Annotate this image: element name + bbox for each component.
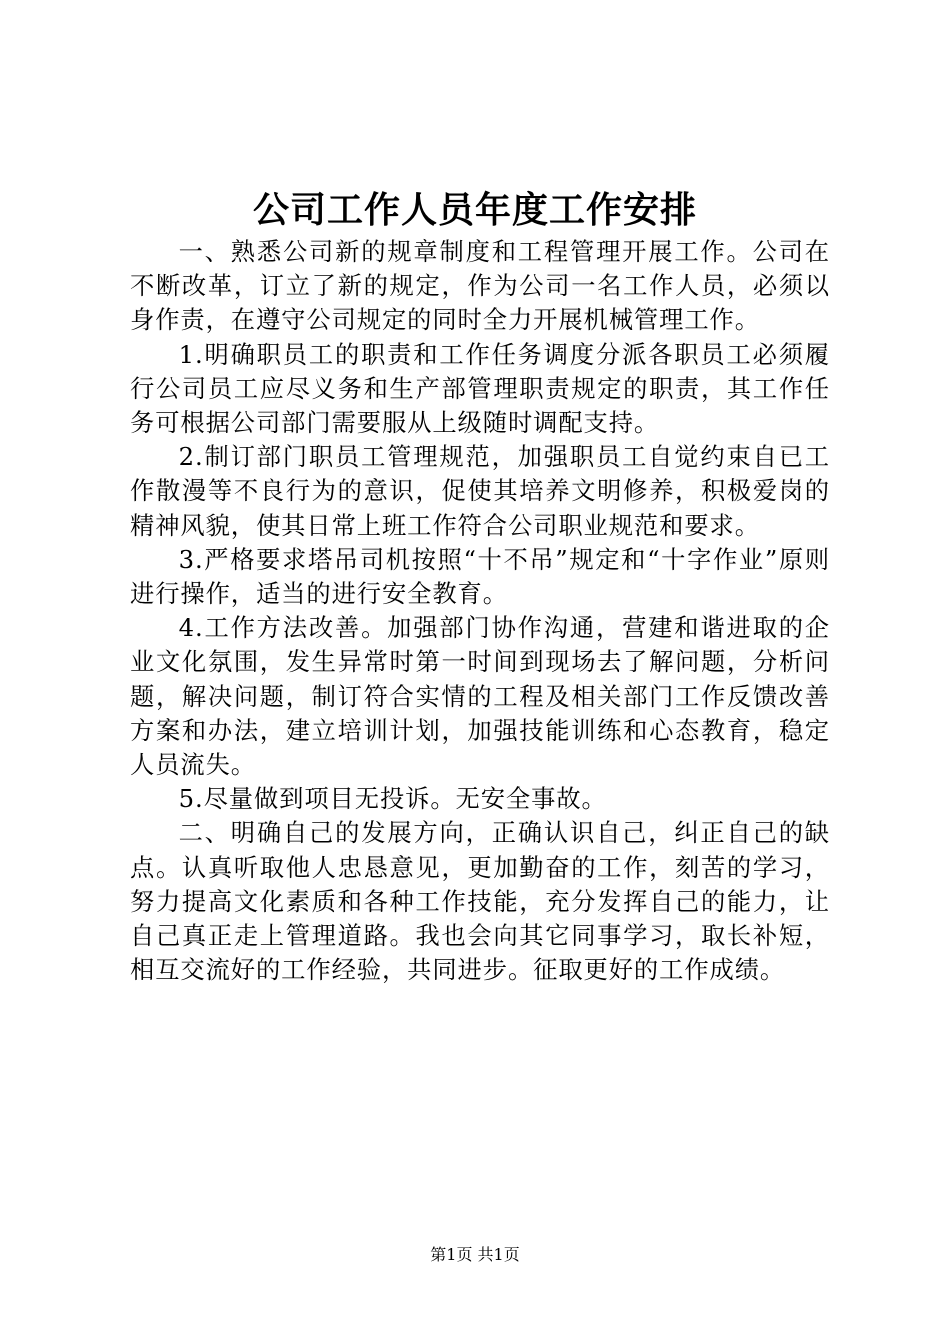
paragraph-item-1: 1.明确职员工的职责和工作任务调度分派各职员工必须履行公司员工应尽义务和生产部管理职责规定的职责，其工作任务可根据公司部门需要服从上级随时调配支持。: [130, 339, 830, 438]
paragraph-section-2: 二、明确自己的发展方向，正确认识自己，纠正自己的缺点。认真听取他人忠恳意见，更加勤奋的工作，刻苦的学习，努力提高文化素质和各种工作技能，充分发挥自己的能力，让自己真正走上管理道路。我也会向其它同事学习，取长补短，相互交流好的工作经验，共同进步。征取更好的工作成绩。: [130, 818, 830, 985]
paragraph-section-1: 一、熟悉公司新的规章制度和工程管理开展工作。公司在不断改革，订立了新的规定，作为公司一名工作人员，必须以身作责，在遵守公司规定的同时全力开展机械管理工作。: [130, 237, 830, 335]
page-title: 公司工作人员年度工作安排: [252, 189, 697, 231]
paragraph-item-2: 2.制订部门职员工管理规范，加强职员工自觉约束自已工作散漫等不良行为的意识，促使其培养文明修养，积极爱岗的精神风貌，使其日常上班工作符合公司职业规范和要求。: [130, 442, 830, 540]
document-body: [130, 235, 830, 987]
paragraph-item-4: 4.工作方法改善。加强部门协作沟通，营建和谐进取的企业文化氛围，发生异常时第一时间到现场去了解问题，分析问题，解决问题，制订符合实情的工程及相关部门工作反馈改善方案和办法，建立培训计划，加强技能训练和心态教育，稳定人员流失。: [130, 613, 830, 780]
paragraph-item-3: 3.严格要求塔吊司机按照“十不吊”规定和“十字作业”原则进行操作，适当的进行安全教育。: [130, 544, 830, 609]
paragraph-item-5: 5.尽量做到项目无投诉。无安全事故。: [178, 784, 607, 814]
page-footer: 第1页 共1页: [430, 1245, 520, 1264]
